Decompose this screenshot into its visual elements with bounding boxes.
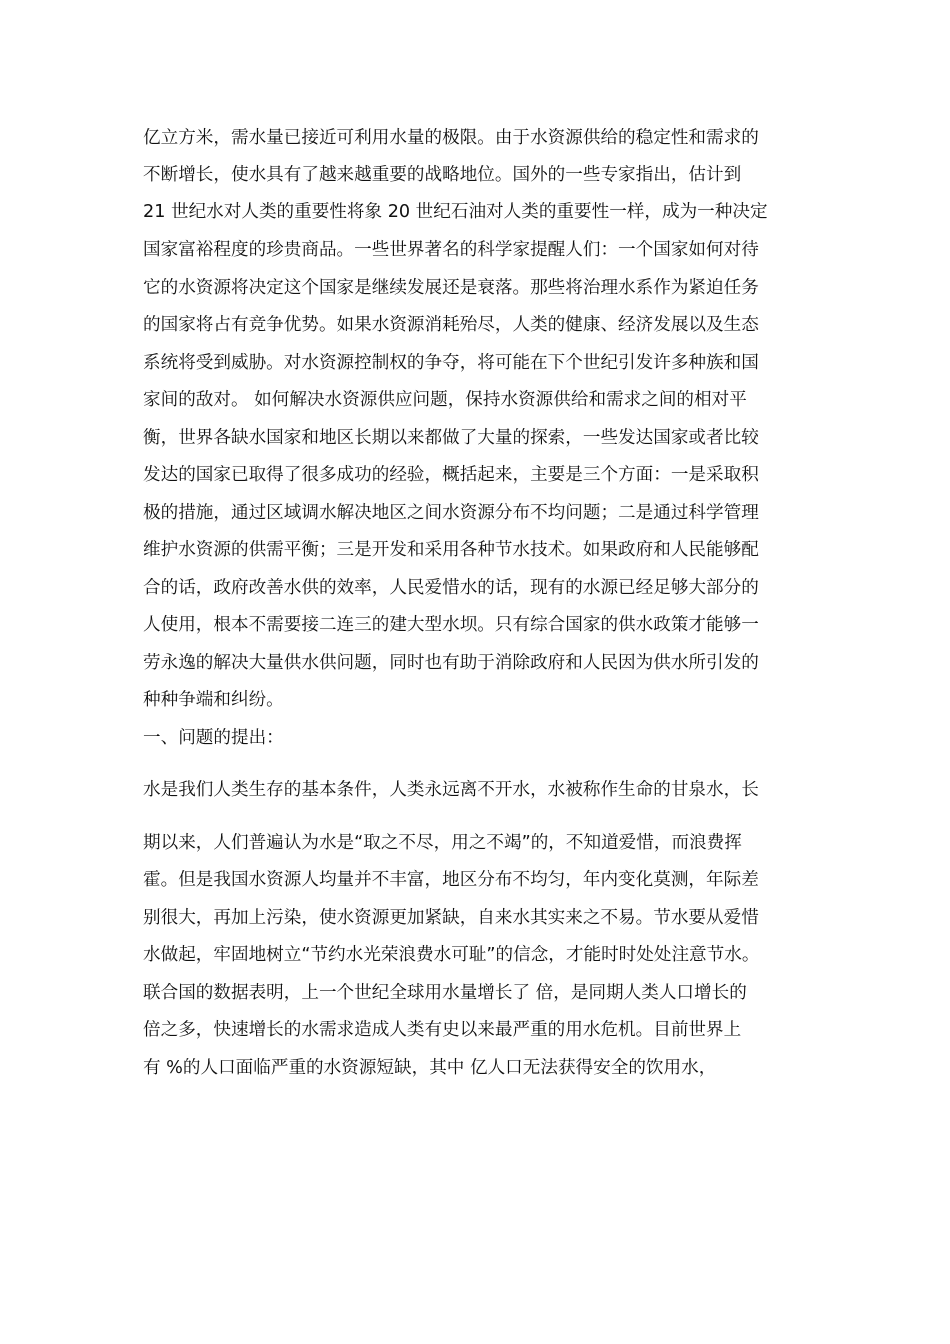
paragraph-line: 不断增长，使水具有了越来越重要的战略地位。国外的一些专家指出，估计到	[143, 165, 742, 185]
paragraph-line: 国家富裕程度的珍贵商品。一些世界著名的科学家提醒人们：一个国家如何对待	[143, 240, 759, 260]
paragraph-line: 维护水资源的供需平衡；三是开发和采用各种节水技术。如果政府和人民能够配	[143, 540, 759, 560]
paragraph-line: 它的水资源将决定这个国家是继续发展还是衰落。那些将治理水系作为紧迫任务	[143, 278, 759, 298]
paragraph-line: 倍之多，快速增长的水需求造成人类有史以来最严重的用水危机。目前世界上	[143, 1020, 742, 1040]
paragraph-line: 联合国的数据表明，上一个世纪全球用水量增长了 倍，是同期人类人口增长的	[143, 983, 747, 1003]
paragraph-line: 别很大，再加上污染，使水资源更加紧缺，自来水其实来之不易。节水要从爱惜	[143, 908, 759, 928]
paragraph-line: 一、问题的提出：	[143, 728, 284, 748]
paragraph-line: 衡，世界各缺水国家和地区长期以来都做了大量的探索，一些发达国家或者比较	[143, 428, 759, 448]
paragraph-line: 合的话，政府改善水供的效率，人民爱惜水的话，现有的水源已经足够大部分的	[143, 578, 759, 598]
section-heading: 水是我们人类生存的基本条件，人类永远离不开水，水被称作生命的甘泉水，长	[143, 780, 759, 800]
paragraph-line: 发达的国家已取得了很多成功的经验，概括起来，主要是三个方面：一是采取积	[143, 465, 759, 485]
paragraph-line: 极的措施，通过区域调水解决地区之间水资源分布不均问题；二是通过科学管理	[143, 503, 759, 523]
paragraph-line	[143, 1125, 808, 1161]
paragraph-line: 21 世纪水对人类的重要性将象 20 世纪石油对人类的重要性一样，成为一种决定	[143, 202, 768, 222]
paragraph-line: 霍。但是我国水资源人均量并不丰富，地区分布不均匀，年内变化莫测，年际差	[143, 870, 759, 890]
paragraph-line: 家间的敌对。 如何解决水资源供应问题，保持水资源供给和需求之间的相对平	[143, 390, 747, 410]
paragraph-line: 期以来，人们普遍认为水是“取之不尽，用之不竭”的，不知道爱惜，而浪费挥	[143, 833, 742, 853]
paragraph-line: 的国家将占有竞争优势。如果水资源消耗殆尽，人类的健康、经济发展以及生态	[143, 315, 759, 335]
paragraph-line: 劳永逸的解决大量供水供问题，同时也有助于消除政府和人民因为供水所引发的	[143, 653, 759, 673]
paragraph-line	[158, 1087, 808, 1123]
paragraph-line: 系统将受到威胁。对水资源控制权的争夺，将可能在下个世纪引发许多种族和国	[143, 353, 759, 373]
paragraph-line: 水做起，牢固地树立“节约水光荣浪费水可耻”的信念，才能时时处处注意节水。	[143, 945, 760, 965]
paragraph-line: 种种争端和纠纷。	[143, 690, 284, 710]
paragraph-line: 有 %的人口面临严重的水资源短缺，其中 亿人口无法获得安全的饮用水，	[143, 1058, 717, 1078]
paragraph-line: 人使用，根本不需要接二连三的建大型水坝。只有综合国家的供水政策才能够一	[143, 615, 759, 635]
paragraph-line: 亿立方米，需水量已接近可利用水量的极限。由于水资源供给的稳定性和需求的	[143, 128, 759, 148]
